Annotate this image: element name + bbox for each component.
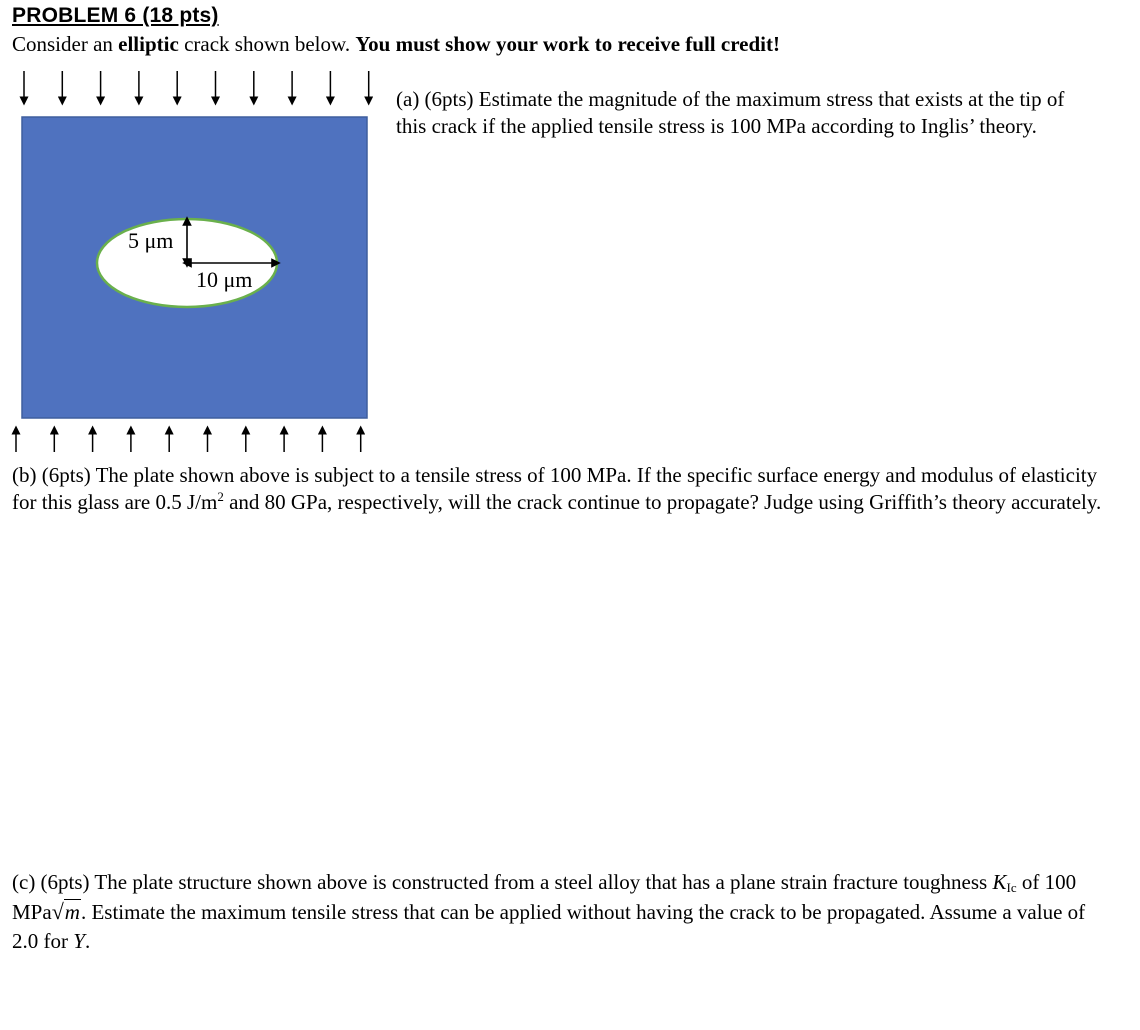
intro-emphasis: You must show your work to receive full credit! [355,32,780,56]
bottom-stress-arrows [16,430,361,452]
top-stress-arrows [24,71,369,101]
problem-intro [12,32,780,57]
crack-plate-figure [0,60,390,460]
half-height-label: 5 μm [128,228,174,253]
intro-start: Consider an [12,32,119,56]
part-c-text-start: (c) (6pts) The plate structure shown above is constructed from a steel alloy that has a plane strain fracture toughness [12,870,993,894]
k-symbol: K [992,870,1007,894]
k-subscript: Ic [1006,880,1017,895]
part-c-text-of: of 100 MPa [12,870,1077,924]
sqrt-m [52,897,81,927]
part-b-question [12,462,1112,516]
part-c-text-end: . [84,929,91,953]
part-b-superscript: 2 [217,489,224,504]
part-c-text-mid: . Estimate the maximum tensile stress that can be applied without having the crack to be propagated. Assume a value of 2.0 for [12,900,1086,953]
intro-bold-word: elliptic [118,32,179,56]
sqrt-radicand: m [64,900,80,924]
half-length-label: 10 μm [196,267,253,292]
y-symbol: Y [73,929,85,953]
part-c-question [12,868,1112,956]
problem-title: PROBLEM 6 (18 pts) [12,4,219,27]
sqrt-symbol: √ [51,899,64,924]
intro-mid: crack shown below. [178,32,356,56]
part-a-question: (a) (6pts) Estimate the magnitude of the maximum stress that exists at the tip of this crack if the applied tensile stress is 100 MPa according to Inglis’ theory. [396,87,1065,138]
part-b-text-end: and 80 GPa, respectively, will the crack continue to propagate? Judge using Griffith’s theory accurately. [223,490,1102,514]
part-b-text-start: (b) (6pts) The plate shown above is subject to a tensile stress of 100 MPa. If the specific surface energy and modulus of elasticity for this glass are 0.5 J/m [12,463,1098,514]
